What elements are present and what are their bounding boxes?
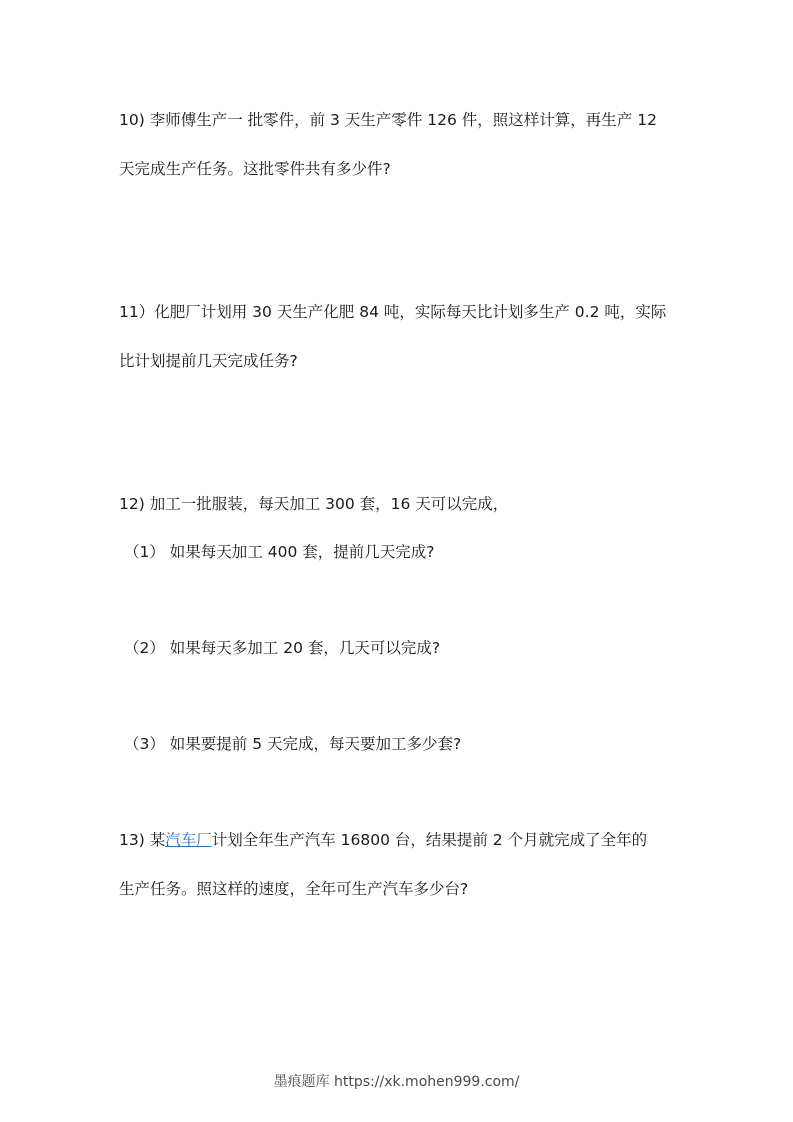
problem-11-line-2: 比计划提前几天完成任务?: [119, 352, 298, 370]
problem-12-subquestion-1: （1） 如果每天加工 400 套，提前几天完成?: [124, 543, 435, 561]
problem-13-line-1: [119, 830, 647, 850]
problem-12-line-1: 12) 加工一批服装，每天加工 300 套，16 天可以完成，: [119, 495, 509, 513]
car-factory-link[interactable]: 汽车厂: [165, 831, 212, 849]
problem-13-line-1-suffix: 计划全年生产汽车 16800 台，结果提前 2 个月就完成了全年的: [211, 831, 648, 849]
problem-12-subquestion-3: （3） 如果要提前 5 天完成，每天要加工多少套?: [124, 735, 462, 753]
footer-watermark: 墨痕题库 https://xk.mohen999.com/: [273, 1074, 520, 1090]
problem-10-line-1: 10) 李师傅生产一 批零件，前 3 天生产零件 126 件，照这样计算，再生产 12: [119, 111, 657, 129]
problem-13-line-1-prefix: 13) 某: [119, 831, 166, 849]
problem-12-subquestion-2: （2） 如果每天多加工 20 套，几天可以完成?: [124, 639, 441, 657]
problem-10-line-2: 天完成生产任务。这批零件共有多少件?: [119, 160, 391, 178]
problem-11-line-1: 11）化肥厂计划用 30 天生产化肥 84 吨，实际每天比计划多生产 0.2 吨，实际: [119, 303, 667, 321]
problem-13-line-2: 生产任务。照这样的速度，全年可生产汽车多少台?: [119, 880, 469, 898]
